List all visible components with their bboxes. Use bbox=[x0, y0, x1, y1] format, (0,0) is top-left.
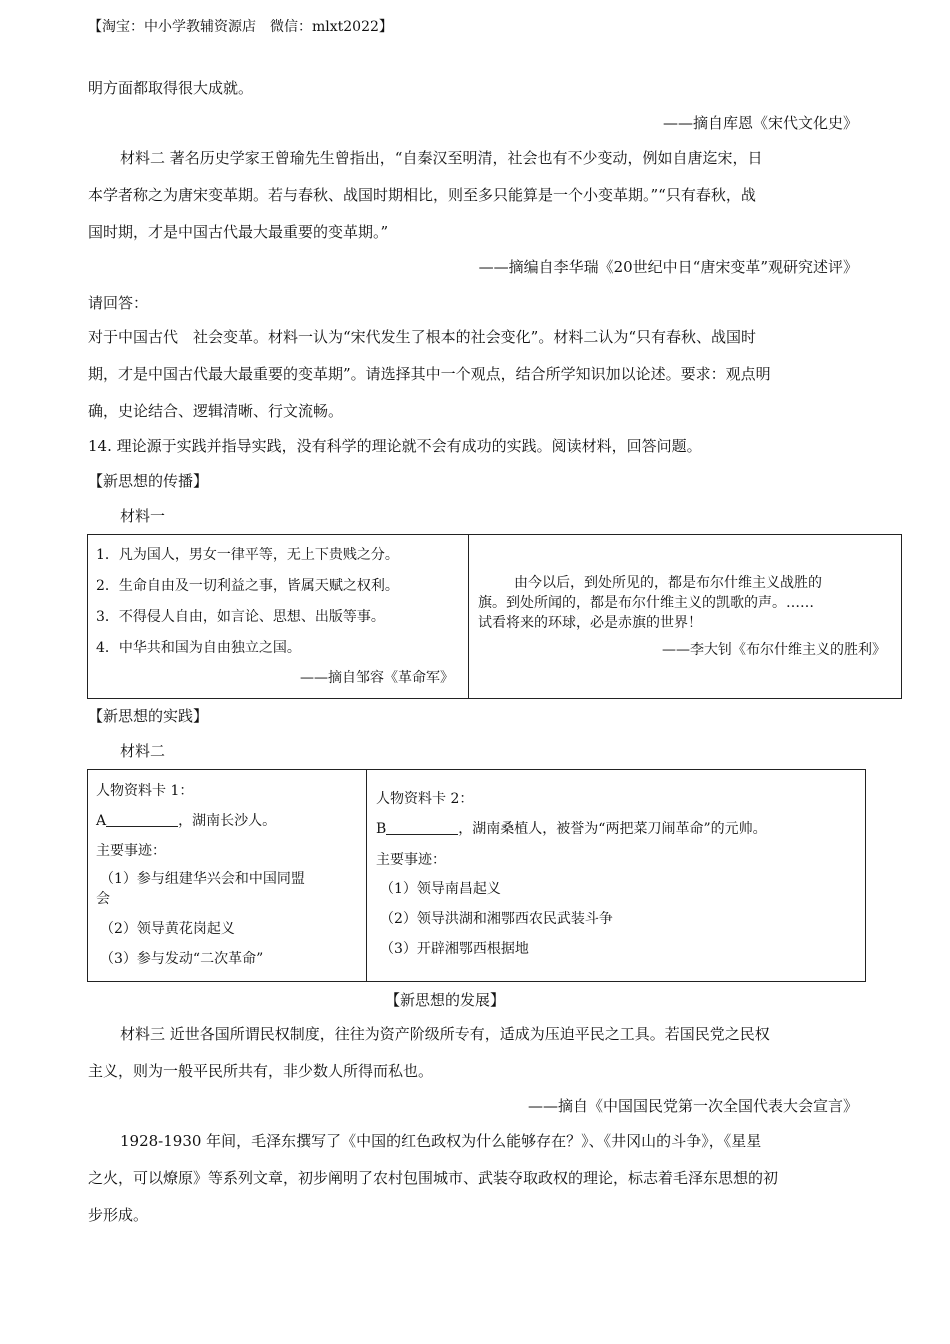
material3-line1: 材料三 近世各国所谓民权制度，往往为资产阶级所专有，适成为压迫平民之工具。若国民党之民权 bbox=[120, 1025, 770, 1043]
page-header: 【淘宝：中小学教辅资源店 微信：mlxt2022】 bbox=[88, 19, 393, 35]
material1-left-source: ——摘自邹容《革命军》 bbox=[300, 670, 454, 686]
card1-deeds-label: 主要事迹： bbox=[96, 843, 166, 859]
q14-stem: 14. 理论源于实践并指导实践，没有科学的理论就不会有成功的实践。阅读材料，回答问题。 bbox=[88, 437, 702, 455]
material3-line2: 主义，则为一般平民所共有，非少数人所得而私也。 bbox=[88, 1062, 434, 1080]
material2-label: 材料二 bbox=[120, 742, 166, 760]
q13-text-line: 明方面都取得很大成就。 bbox=[88, 79, 254, 97]
q13-task-line2: 期，才是中国古代最大最重要的变革期”。请选择其中一个观点，结合所学知识加以论述。要求：观点明 bbox=[88, 365, 771, 383]
card2-deeds-label: 主要事迹： bbox=[376, 852, 446, 868]
card1-deed: 会 bbox=[96, 891, 110, 907]
material1-left-item: 2．生命自由及一切利益之事，皆属天赋之权利。 bbox=[96, 578, 399, 594]
q13-task-line3: 确，史论结合、逻辑清晰、行文流畅。 bbox=[88, 402, 344, 420]
card1-deed: （1）参与组建华兴会和中国同盟 bbox=[100, 871, 305, 887]
q13-source-2: ——摘编自李华瑞《20世纪中日“唐宋变革”观研究述评》 bbox=[478, 258, 858, 276]
material4-line2: 之火，可以燎原》等系列文章，初步阐明了农村包围城市、武装夺取政权的理论，标志着毛泽东思想的初 bbox=[88, 1169, 779, 1187]
card2-answer-blank[interactable] bbox=[386, 820, 458, 835]
card1-name-suffix: ，湖南长沙人。 bbox=[178, 813, 277, 829]
card2-deed: （3）开辟湘鄂西根据地 bbox=[380, 941, 529, 957]
card2-name-suffix: ，湖南桑植人，被誉为“两把菜刀闹革命”的元帅。 bbox=[458, 821, 767, 837]
material1-left-item: 1．凡为国人，男女一律平等，无上下贵贱之分。 bbox=[96, 547, 399, 563]
material4-line3: 步形成。 bbox=[88, 1206, 149, 1224]
material1-label: 材料一 bbox=[120, 507, 166, 525]
card2-title: 人物资料卡 2： bbox=[376, 791, 474, 807]
material4-line1: 1928-1930 年间，毛泽东撰写了《中国的红色政权为什么能够存在？》、《井冈山的斗争》，《星星 bbox=[120, 1132, 762, 1150]
q13-material2-line1: 材料二 著名历史学家王曾瑜先生曾指出，“自秦汉至明清，社会也有不少变动，例如自唐迄宋，日 bbox=[120, 149, 763, 167]
q13-task-line1: 对于中国古代 社会变革。材料一认为“宋代发生了根本的社会变化”。材料二认为“只有春秋、战国时 bbox=[88, 328, 757, 346]
material1-right-line1: 由今以后，到处所见的，都是布尔什维主义战胜的 bbox=[514, 575, 822, 591]
card1-name-line bbox=[96, 810, 276, 830]
material3-source: ——摘自《中国国民党第一次全国代表大会宣言》 bbox=[527, 1097, 858, 1115]
material1-right-source: ——李大钊《布尔什维主义的胜利》 bbox=[662, 642, 886, 658]
section-heading-practice: 【新思想的实践】 bbox=[88, 707, 209, 725]
material1-left-item: 3．不得侵人自由，如言论、思想、出版等事。 bbox=[96, 609, 385, 625]
q13-material2-line2: 本学者称之为唐宋变革期。若与春秋、战国时期相比，则至多只能算是一个小变革期。”“只有春秋，战 bbox=[88, 186, 756, 204]
material1-divider bbox=[468, 534, 469, 699]
card1-title: 人物资料卡 1： bbox=[96, 783, 194, 799]
material1-left-item: 4．中华共和国为自由独立之国。 bbox=[96, 640, 301, 656]
section-heading-spread: 【新思想的传播】 bbox=[88, 472, 209, 490]
material1-right-line3: 试看将来的环球，必是赤旗的世界！ bbox=[478, 615, 702, 631]
card2-name-line bbox=[376, 818, 767, 838]
card2-name-prefix: B bbox=[376, 821, 387, 837]
card1-deed: （3）参与发动“二次革命” bbox=[100, 951, 264, 967]
card2-deed: （2）领导洪湖和湘鄂西农民武装斗争 bbox=[380, 911, 613, 927]
q13-ask: 请回答： bbox=[88, 294, 149, 312]
section-heading-development: 【新思想的发展】 bbox=[385, 991, 506, 1009]
q13-source-1: ——摘自库恩《宋代文化史》 bbox=[662, 114, 858, 132]
material2-divider bbox=[366, 769, 367, 982]
card1-deed: （2）领导黄花岗起义 bbox=[100, 921, 235, 937]
q13-material2-line3: 国时期，才是中国古代最大最重要的变革期。” bbox=[88, 223, 389, 241]
card1-name-prefix: A bbox=[96, 813, 107, 829]
material1-right-line2: 旗。到处所闻的，都是布尔什维主义的凯歌的声。…… bbox=[478, 595, 814, 611]
card1-answer-blank[interactable] bbox=[106, 812, 178, 827]
card2-deed: （1）领导南昌起义 bbox=[380, 881, 501, 897]
